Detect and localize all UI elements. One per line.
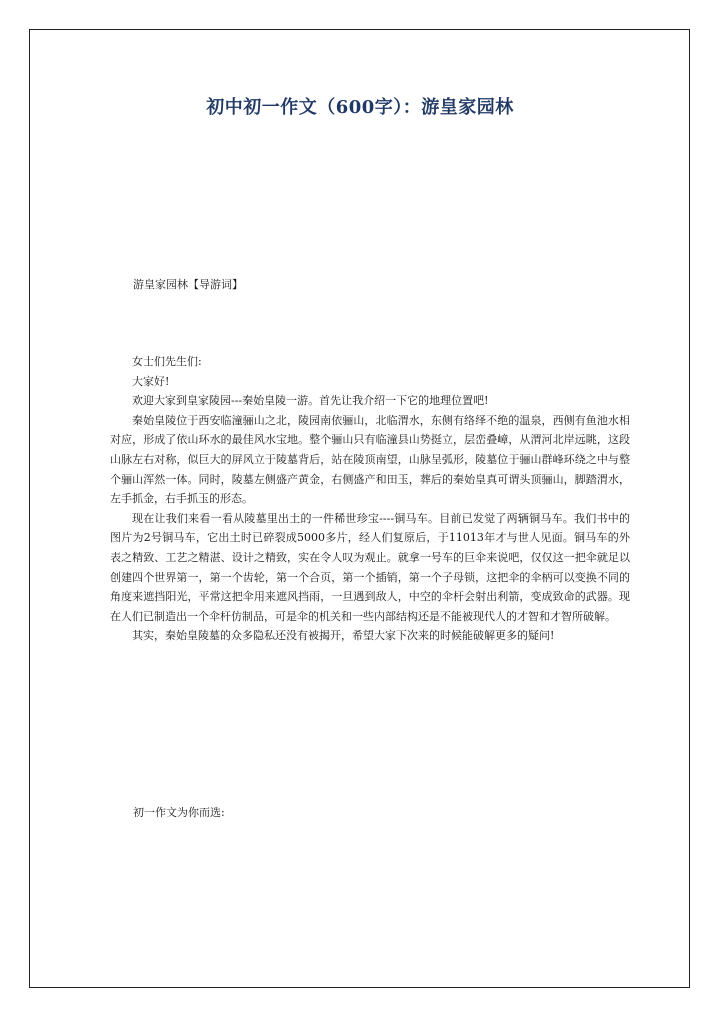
document-footer: 初一作文为你而选: — [133, 806, 225, 819]
paragraph-greeting: 女士们先生们: — [132, 355, 202, 368]
document-subtitle: 游皇家园林【导游词】 — [133, 278, 243, 291]
paragraph-bronze-chariot: 现在让我们来看一看从陵墓里出土的一件稀世珍宝----铜马车。目前已发觉了两辆铜马车。我们书中的图片为2号铜马车，它出土时已碎裂成5000多片，经人们复原后，于11013年才与世人见面。铜马车的外表之精致、工艺之精湛、设计之精致，实在令人叹为观止。就拿一号车的巨伞来说吧，仅仅这一把伞就足以创建四个世界第一，第一个齿轮，第一个合页，第一个插销，第一个子母锁，这把伞的伞柄可以变换不同的角度来遮挡阳光，平常这把伞用来遮风挡雨，一旦遇到敌人，中空的伞杆会射出利箭，变成致命的武器。现在人们已制造出一个伞杆仿制品，可是伞的机关和一些内部结构还是不能被现代人的才智和才智所破解。 — [110, 511, 630, 623]
document-body — [110, 352, 630, 646]
paragraph-welcome: 欢迎大家到皇家陵园---秦始皇陵一游。首先让我介绍一下它的地理位置吧! — [132, 394, 489, 408]
paragraph-hello: 大家好! — [132, 374, 170, 388]
paragraph-closing: 其实，秦始皇陵墓的众多隐私还没有被揭开，希望大家下次来的时候能破解更多的疑问! — [132, 629, 555, 643]
paragraph-location: 秦始皇陵位于西安临潼骊山之北，陵园南依骊山，北临渭水，东侧有络绎不绝的温泉，西侧有鱼池水相对应，形成了依山环水的最佳风水宝地。整个骊山只有临潼县山势挺立，层峦叠嶂，从渭河北岸远眺，这段山脉左右对称，似巨大的屏风立于陵墓背后，站在陵顶南望，山脉呈弧形，陵墓位于骊山群峰环绕之中与整个骊山浑然一体。同时，陵墓左侧盛产黄金，右侧盛产和田玉，葬后的秦始皇真可谓头顶骊山，脚踏渭水，左手抓金，右手抓玉的形态。 — [110, 413, 630, 506]
document-title: 初中初一作文（600字）：游皇家园林 — [206, 97, 514, 118]
